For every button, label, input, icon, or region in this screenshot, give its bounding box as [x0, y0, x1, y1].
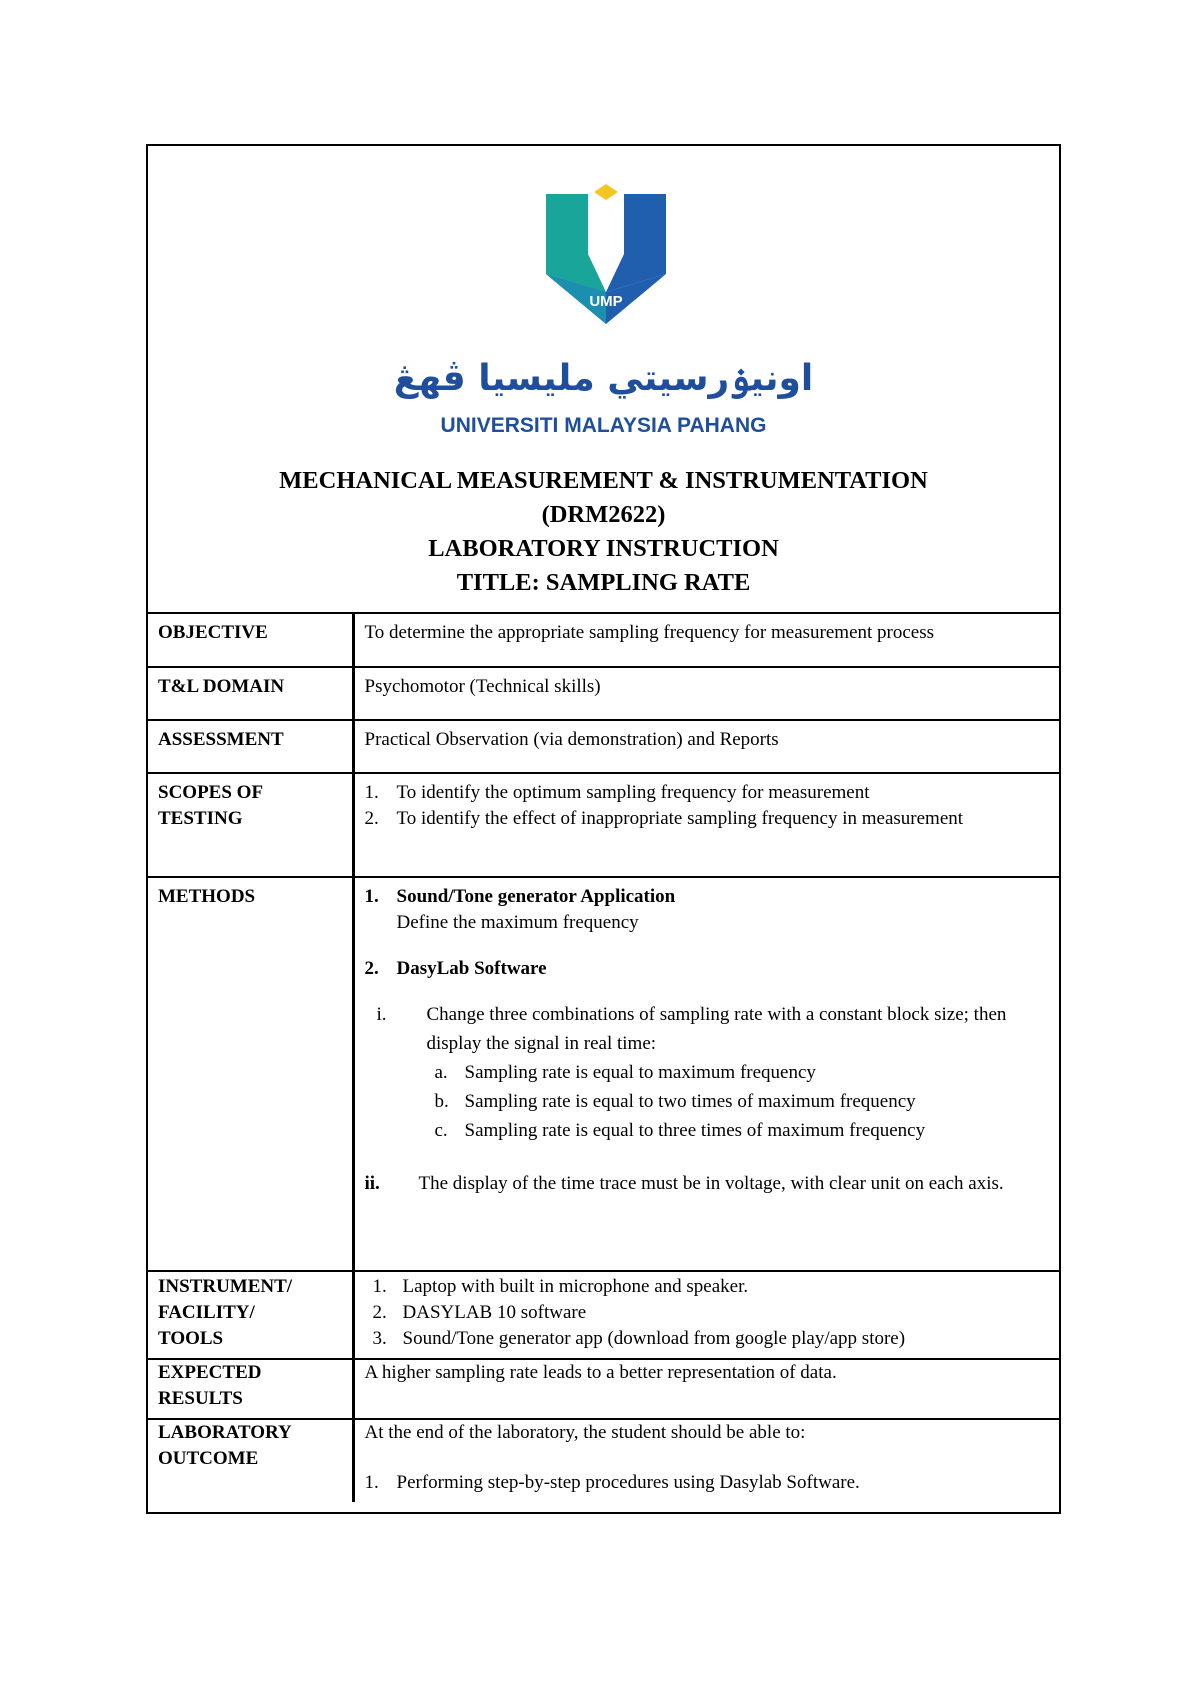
list-number: 2.: [364, 808, 379, 829]
sub-item-text: Sampling rate is equal to two times of maximum frequency: [464, 1091, 916, 1112]
document-title: TITLE: SAMPLING RATE: [456, 569, 751, 596]
instruction-table: [148, 614, 1059, 1502]
course-name: MECHANICAL MEASUREMENT & INSTRUMENTATION: [279, 467, 928, 494]
method-1: [365, 884, 1052, 936]
method-2-step-ii: [365, 1169, 1052, 1198]
ump-logo: [546, 184, 666, 324]
sub-item: [365, 1058, 1052, 1087]
label-outcome-line2: OUTCOME: [158, 1448, 259, 1469]
list-number: 1.: [364, 1472, 379, 1493]
label-outcome-line1: LABORATORY: [158, 1422, 292, 1443]
method-2-step-i: [365, 1000, 1052, 1058]
instrument-list: [365, 1274, 1052, 1352]
logo-badge-text: UMP: [589, 293, 623, 310]
document-type: LABORATORY INSTRUCTION: [428, 535, 779, 562]
sub-item: [365, 1116, 1052, 1145]
method-1-title: Sound/Tone generator Application: [396, 886, 676, 907]
label-instrument-line1: INSTRUMENT/: [158, 1276, 293, 1297]
list-item: [365, 780, 1052, 806]
university-arabic-name: اونيۏرسيتي مليسيا ڤهڠ: [393, 358, 814, 399]
label-scopes-line1: SCOPES OF: [158, 782, 264, 803]
method-1-heading: [365, 884, 1052, 910]
label-scopes: [148, 773, 353, 877]
list-text: To identify the optimum sampling frequency for measurement: [396, 782, 870, 803]
label-methods: METHODS: [148, 877, 353, 1271]
list-item: [365, 1326, 1052, 1352]
list-item: [365, 1470, 1052, 1496]
method-1-description: Define the maximum frequency: [396, 912, 639, 933]
list-item: [365, 1300, 1052, 1326]
row-outcome: [148, 1419, 1059, 1502]
list-text: To identify the effect of inappropriate sampling frequency in measurement: [396, 808, 964, 829]
course-code: (DRM2622): [541, 501, 666, 528]
list-number: 1.: [364, 782, 379, 803]
document-titles: [148, 464, 1059, 600]
label-outcome: [148, 1419, 353, 1502]
sub-item-letter: a.: [434, 1062, 448, 1083]
list-number: 1.: [372, 1276, 387, 1297]
value-instrument: [353, 1271, 1059, 1359]
sub-item-text: Sampling rate is equal to three times of maximum frequency: [464, 1120, 926, 1141]
sub-item: [365, 1087, 1052, 1116]
step-number: ii.: [364, 1173, 380, 1194]
university-name: UNIVERSITI MALAYSIA PAHANG: [440, 414, 767, 437]
list-number: 2.: [372, 1302, 387, 1323]
label-objective: OBJECTIVE: [148, 614, 353, 667]
step-text: Change three combinations of sampling rate with a constant block size; then display the signal in real time:: [426, 1004, 1007, 1054]
logo-gold-diamond: [594, 184, 618, 200]
lab-instruction-sheet: [146, 144, 1061, 1514]
label-instrument-line2: FACILITY/: [158, 1302, 255, 1323]
label-assessment: ASSESSMENT: [148, 720, 353, 773]
row-methods: [148, 877, 1059, 1271]
list-number: 3.: [372, 1328, 387, 1349]
method-2-number: 2.: [364, 958, 379, 979]
label-expected: [148, 1359, 353, 1419]
value-domain: Psychomotor (Technical skills): [353, 667, 1059, 720]
row-assessment: [148, 720, 1059, 773]
list-item: [365, 1274, 1052, 1300]
row-instrument: [148, 1271, 1059, 1359]
scopes-list: [365, 780, 1052, 832]
label-instrument-line3: TOOLS: [158, 1328, 224, 1349]
row-domain: [148, 667, 1059, 720]
value-expected: A higher sampling rate leads to a better representation of data.: [353, 1359, 1059, 1419]
method-2-title: DasyLab Software: [396, 958, 547, 979]
label-instrument: [148, 1271, 353, 1359]
list-text: Sound/Tone generator app (download from google play/app store): [402, 1328, 906, 1349]
label-domain: T&L DOMAIN: [148, 667, 353, 720]
row-scopes: [148, 773, 1059, 877]
outcome-intro: At the end of the laboratory, the student should be able to:: [364, 1422, 806, 1443]
list-text: Performing step-by-step procedures using Dasylab Software.: [396, 1472, 860, 1493]
row-expected: [148, 1359, 1059, 1419]
label-expected-line1: EXPECTED: [158, 1362, 262, 1383]
document-header: [148, 146, 1059, 614]
sub-item-letter: c.: [434, 1120, 448, 1141]
value-methods: [353, 877, 1059, 1271]
sub-item-text: Sampling rate is equal to maximum frequency: [464, 1062, 816, 1083]
sub-item-letter: b.: [434, 1091, 449, 1112]
step-text: The display of the time trace must be in voltage, with clear unit on each axis.: [418, 1173, 1004, 1194]
list-text: Laptop with built in microphone and speaker.: [402, 1276, 749, 1297]
step-number: i.: [376, 1004, 387, 1025]
list-text: DASYLAB 10 software: [402, 1302, 587, 1323]
value-objective: To determine the appropriate sampling frequency for measurement process: [353, 614, 1059, 667]
list-item: [365, 806, 1052, 832]
label-expected-line2: RESULTS: [158, 1388, 243, 1409]
value-outcome: [353, 1419, 1059, 1502]
method-2-heading: [365, 956, 1052, 982]
value-assessment: Practical Observation (via demonstration) and Reports: [353, 720, 1059, 773]
label-scopes-line2: TESTING: [158, 808, 243, 829]
row-objective: [148, 614, 1059, 667]
value-scopes: [353, 773, 1059, 877]
method-1-number: 1.: [364, 886, 379, 907]
